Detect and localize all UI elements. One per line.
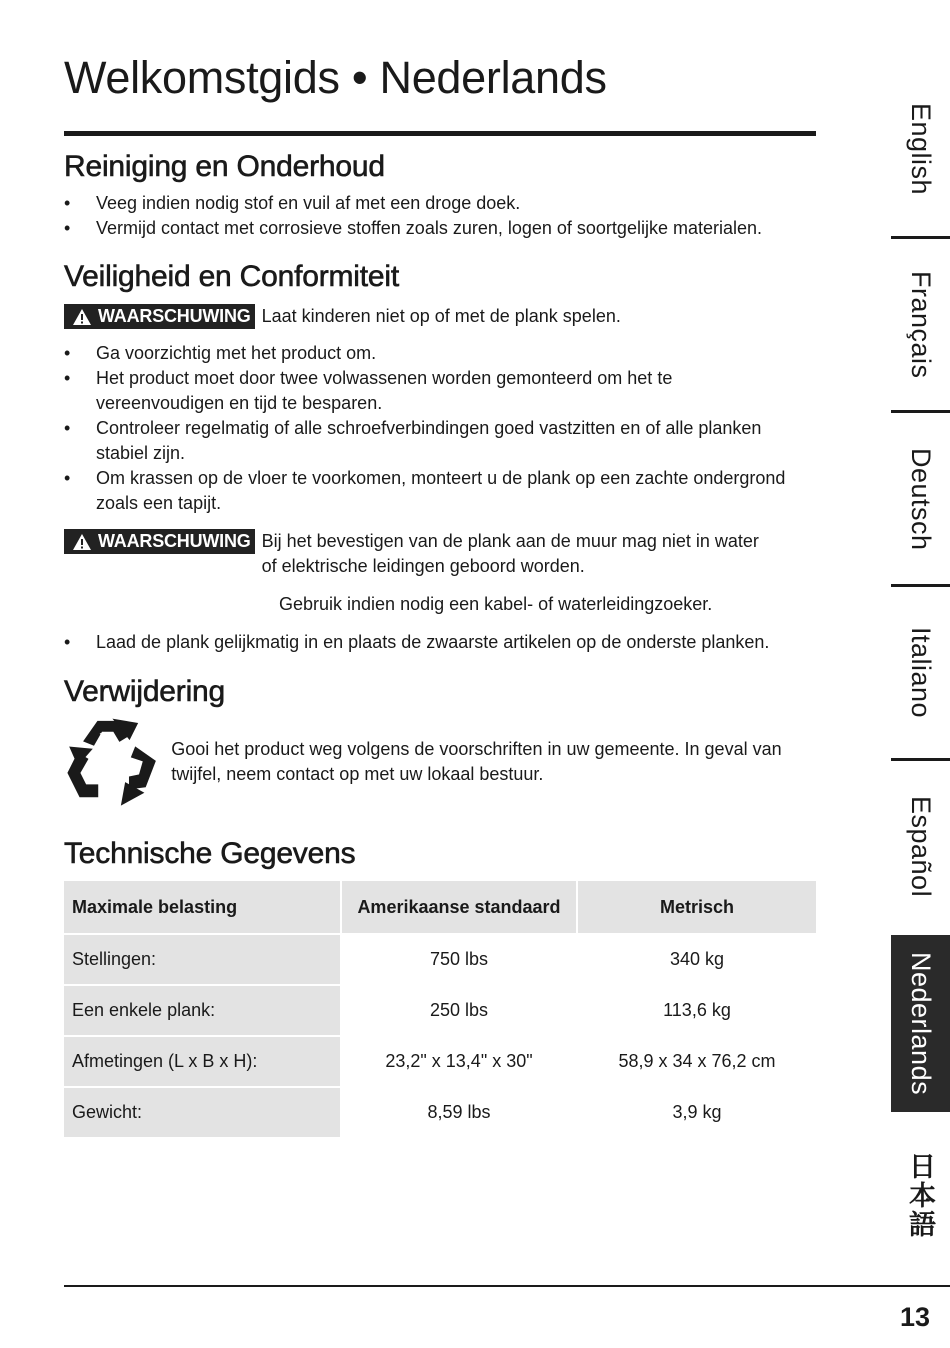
tab-english[interactable] xyxy=(891,62,950,237)
tab-francais-label: Français xyxy=(906,271,936,379)
warning-block-1 xyxy=(64,304,816,329)
table-row xyxy=(64,1088,816,1137)
column-header: Amerikaanse standaard xyxy=(342,881,576,933)
tab-deutsch[interactable] xyxy=(891,413,950,585)
footer-divider xyxy=(64,1285,950,1287)
warning-text-1: Laat kinderen niet op of met de plank spelen. xyxy=(261,306,621,326)
list-item: • Het product moet door twee volwassenen worden gemonteerd om het te vereenvoudigen en tijd te besparen. xyxy=(64,366,786,416)
spec-table xyxy=(62,879,818,1139)
list-item: • Vermijd contact met corrosieve stoffen zoals zuren, logen of soortgelijke materialen. xyxy=(64,216,786,241)
section-heading-specs: Technische Gegevens xyxy=(64,837,356,870)
safety-list-2 xyxy=(64,630,816,655)
disposal-text: Gooi het product weg volgens de voorschriften in uw gemeente. In geval van twijfel, neem contact op met uw lokaal bestuur. xyxy=(171,739,782,784)
table-row xyxy=(64,986,816,1035)
table-row xyxy=(64,1037,816,1086)
cell-us: 8,59 lbs xyxy=(342,1088,576,1137)
section-heading-disposal: Verwijdering xyxy=(64,675,226,708)
safety-list xyxy=(64,341,816,516)
section-heading-cleaning: Reiniging en Onderhoud xyxy=(64,150,385,183)
list-item: • Controleer regelmatig of alle schroefverbindingen goed vastzitten en of alle planken stabiel zijn. xyxy=(64,416,786,466)
cell-us: 250 lbs xyxy=(342,986,576,1035)
cell-us: 23,2" x 13,4" x 30" xyxy=(342,1037,576,1086)
tab-japanese[interactable] xyxy=(891,1140,950,1250)
cell-metric: 3,9 kg xyxy=(578,1088,816,1137)
list-item: • Om krassen op de vloer te voorkomen, monteert u de plank op een zachte ondergrond zoals een tapijt. xyxy=(64,466,786,516)
tab-espanol[interactable] xyxy=(891,761,950,933)
disposal-block xyxy=(64,717,816,809)
cell-metric: 113,6 kg xyxy=(578,986,816,1035)
row-label: Gewicht: xyxy=(64,1088,340,1137)
main-content xyxy=(64,148,816,1139)
warning-badge xyxy=(64,529,255,554)
warning-extra-text: Gebruik indien nodig een kabel- of waterleidingzoeker. xyxy=(279,594,713,614)
table-header-row xyxy=(64,881,816,933)
warning-badge xyxy=(64,304,255,329)
warning-block-2 xyxy=(64,529,816,579)
cleaning-list xyxy=(64,191,816,241)
row-label: Een enkele plank: xyxy=(64,986,340,1035)
row-label: Stellingen: xyxy=(64,935,340,984)
cell-metric: 58,9 x 34 x 76,2 cm xyxy=(578,1037,816,1086)
tab-deutsch-label: Deutsch xyxy=(906,447,936,551)
row-label: Afmetingen (L x B x H): xyxy=(64,1037,340,1086)
tab-nederlands[interactable] xyxy=(891,935,950,1112)
tab-italiano-label: Italiano xyxy=(906,627,936,719)
tab-japanese-label: 日本語 xyxy=(905,1151,935,1239)
section-heading-safety: Veiligheid en Conformiteit xyxy=(64,260,399,293)
column-header: Maximale belasting xyxy=(64,881,340,933)
table-row xyxy=(64,935,816,984)
list-item: • Veeg indien nodig stof en vuil af met een droge doek. xyxy=(64,191,786,216)
warning-triangle-icon xyxy=(72,308,92,326)
tab-english-label: English xyxy=(906,103,936,196)
page-title: Welkomstgids • Nederlands xyxy=(64,52,607,103)
title-divider xyxy=(64,131,816,136)
tab-espanol-label: Español xyxy=(906,796,936,898)
warning-label: WAARSCHUWING xyxy=(98,306,251,326)
warning-triangle-icon xyxy=(72,533,92,551)
list-item: • Laad de plank gelijkmatig in en plaats de zwaarste artikelen op de onderste planken. xyxy=(64,630,786,655)
cell-metric: 340 kg xyxy=(578,935,816,984)
tab-italiano[interactable] xyxy=(891,587,950,759)
warning-text-2: Bij het bevestigen van de plank aan de muur mag niet in water of elektrische leidingen geboord worden. xyxy=(261,531,759,576)
page-number: 13 xyxy=(900,1302,931,1332)
list-item: • Ga voorzichtig met het product om. xyxy=(64,341,786,366)
tab-nederlands-label: Nederlands xyxy=(906,951,936,1096)
recycle-icon xyxy=(64,717,159,809)
tab-francais[interactable] xyxy=(891,239,950,411)
cell-us: 750 lbs xyxy=(342,935,576,984)
warning-label: WAARSCHUWING xyxy=(98,531,251,551)
column-header: Metrisch xyxy=(578,881,816,933)
